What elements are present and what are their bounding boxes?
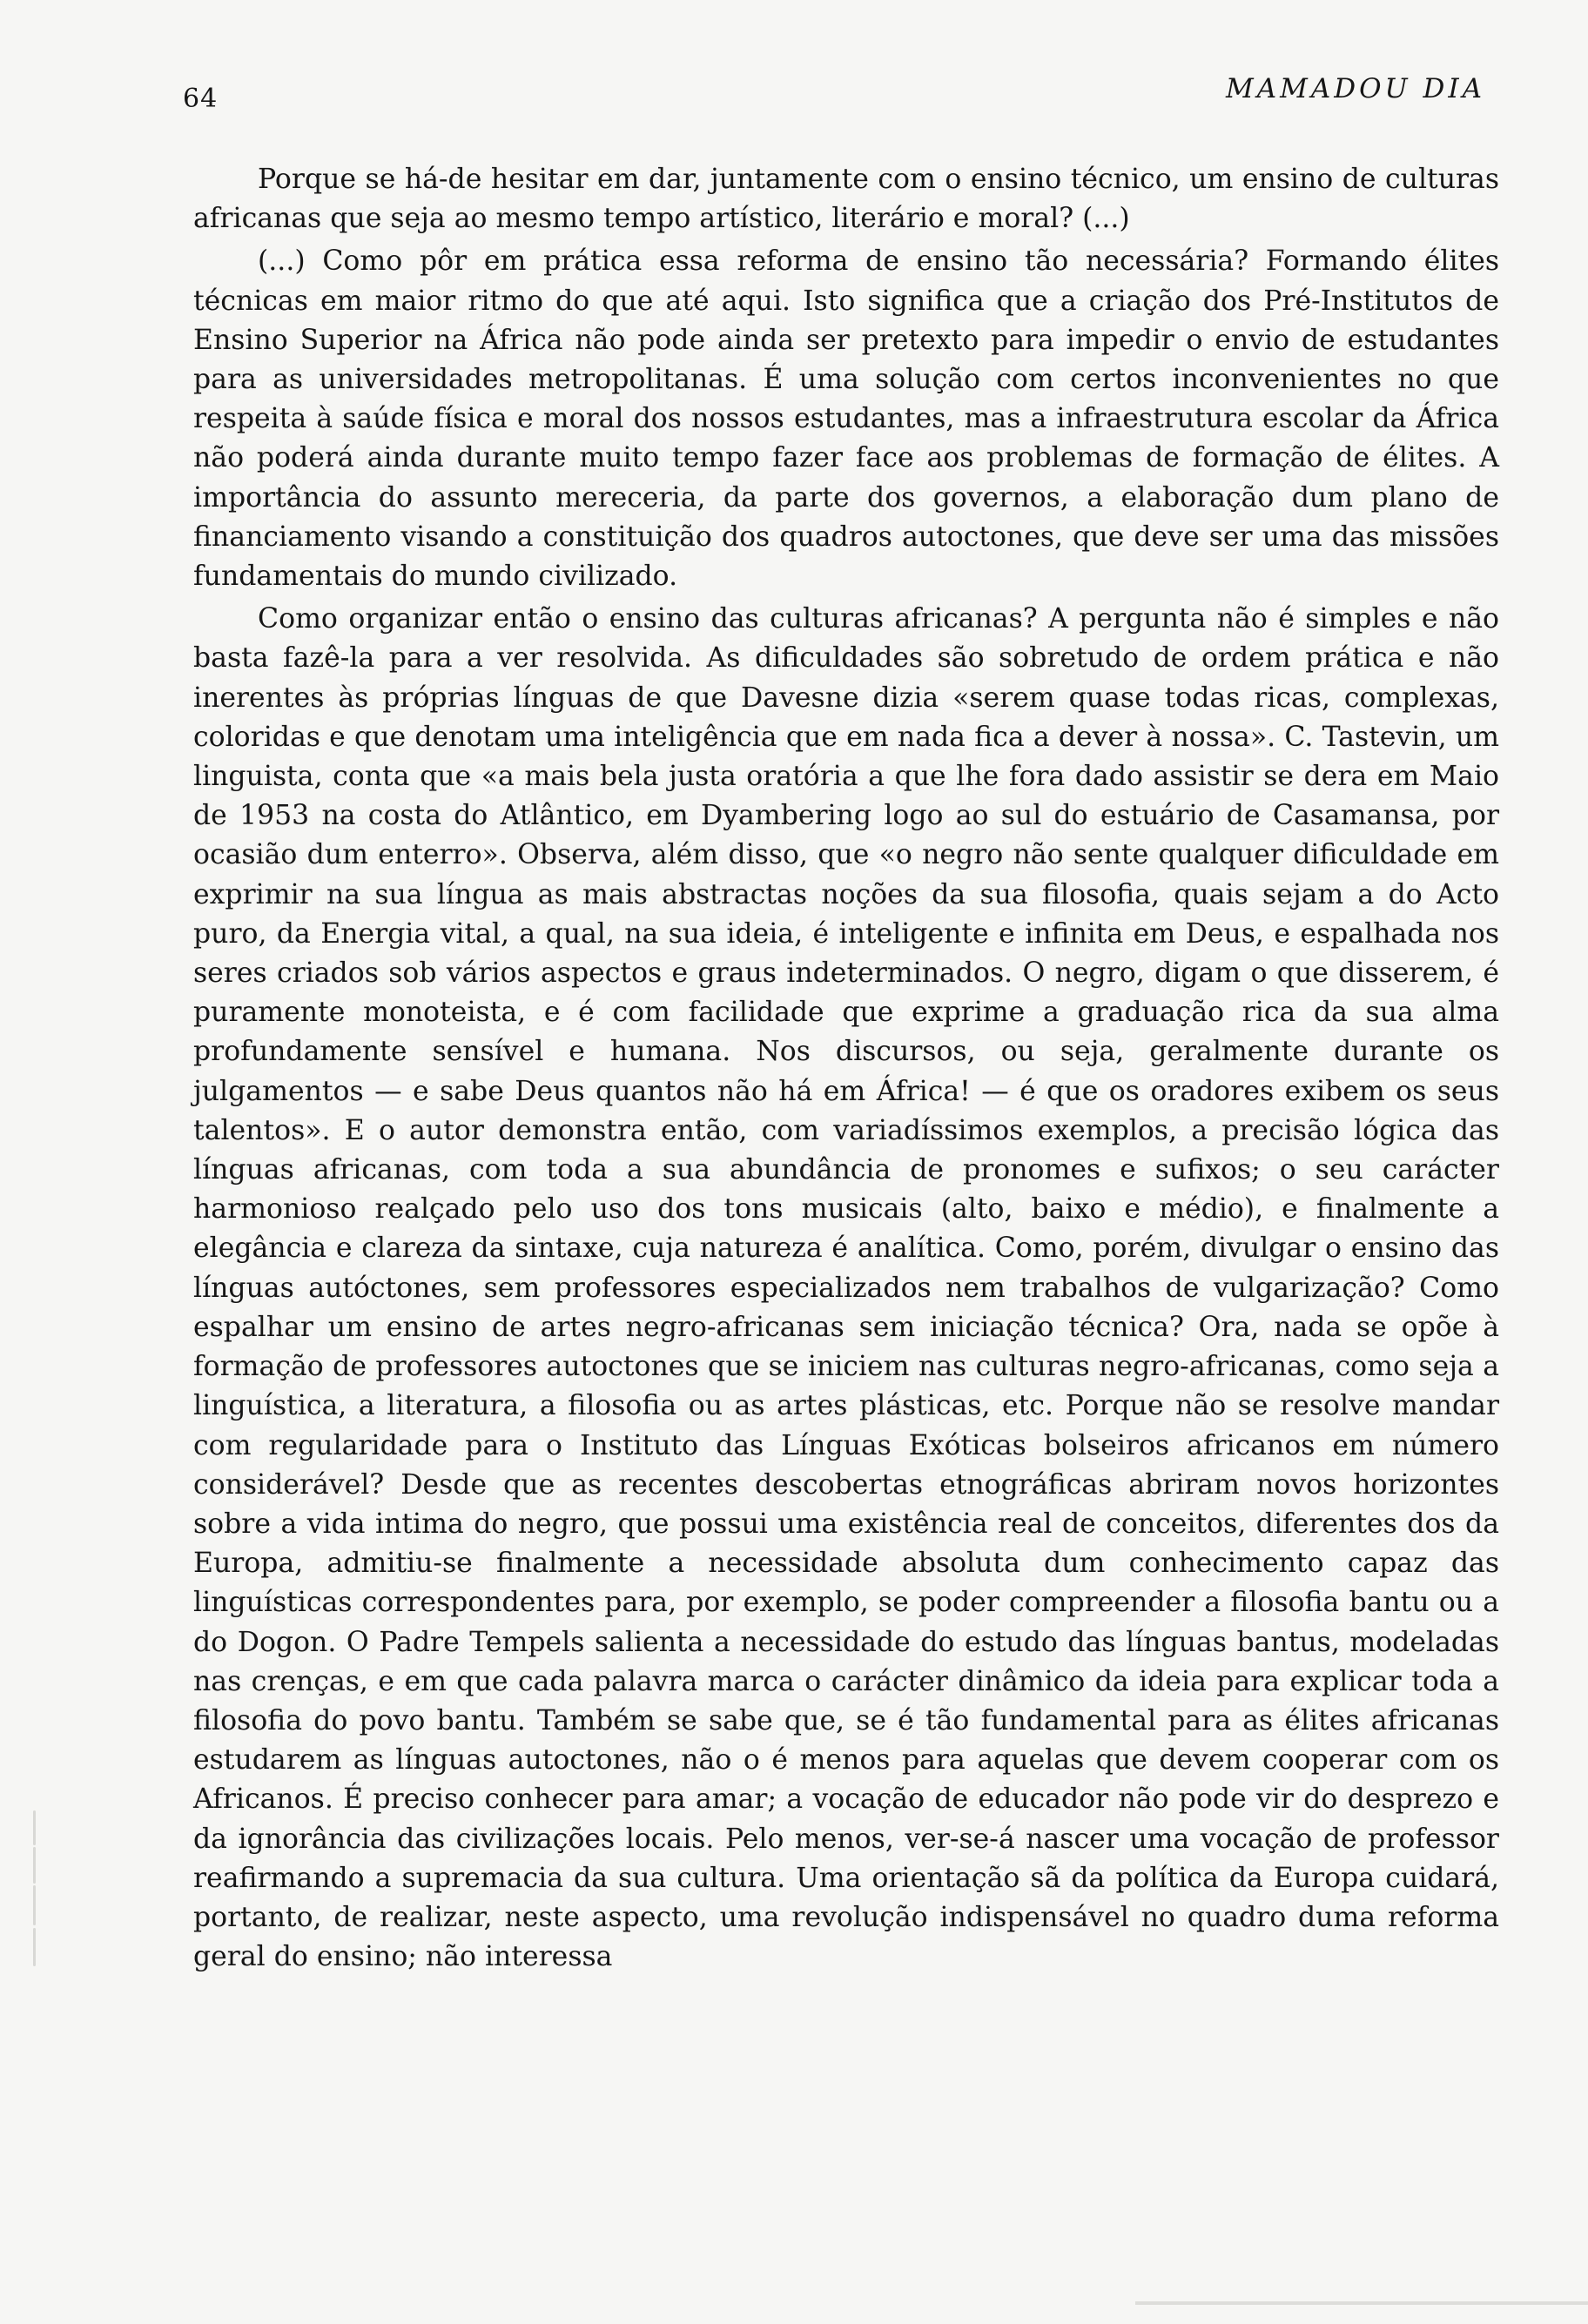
paragraph-3: Como organizar então o ensino das culturas africanas? A pergunta não é simples e não basta fazê-la para a ver resolvida. As dificuldades são sobretudo de ordem prática e não inerentes às próprias línguas de que Davesne dizia «serem quase todas ricas, complexas, coloridas e que denotam uma inteligência que em nada fica a dever à nossa». C. Tastevin, um linguista, conta que «a mais bela justa oratória a que lhe fora dado assistir se dera em Maio de 1953 na costa do Atlântico, em Dyambering logo ao sul do estuário de Casamansa, por ocasião dum enterro». Observa, além disso, que «o negro não sente qualquer dificuldade em exprimir na sua língua as mais abstractas noções da sua filosofia, quais sejam a do Acto puro, da Energia vital, a qual, na sua ideia, é inteligente e infinita em Deus, e espalhada nos seres criados sob vários aspectos e graus indeterminados. O negro, digam o que disserem, é puramente monoteista, e é com facilidade que exprime a graduação rica da sua alma profundamente sensível e humana. Nos discursos, ou seja, geralmente durante os julgamentos — e sabe Deus quantos não há em África! — é que os oradores exibem os seus talentos». E o autor demonstra então, com variadíssimos exemplos, a precisão lógica das línguas africanas, com toda a sua abundância de pronomes e sufixos; o seu carácter harmonioso realçado pelo uso dos tons musicais (alto, baixo e médio), e finalmente a elegância e clareza da sintaxe, cuja natureza é analítica. Como, porém, divulgar o ensino das línguas autóctones, sem professores especializados nem trabalhos de vulgarização? Como espalhar um ensino de artes negro-africanas sem iniciação técnica? Ora, nada se opõe à formação de professores autoctones que se iniciem nas culturas negro-africanas, como seja a linguística, a literatura, a filosofia ou as artes plásticas, etc. Porque não se resolve mandar com regularidade para o Instituto das Línguas Exóticas bolseiros africanos em número considerável? Desde que as recentes descobertas etnográficas abriram novos horizontes sobre a vida intima do negro, que possui uma existência real de conceitos, diferentes dos da Europa, admitiu-se finalmente a necessidade absoluta dum conhecimento capaz das linguísticas correspondentes para, por exemplo, se poder compreender a filosofia bantu ou a do Dogon. O Padre Tempels salienta a necessidade do estudo das línguas bantus, modeladas nas crenças, e em que cada palavra marca o carácter dinâmico da ideia para explicar toda a filosofia do povo bantu. Também se sabe que, se é tão fundamental para as élites africanas estudarem as línguas autoctones, não o é menos para aquelas que devem cooperar com os Africanos. É preciso conhecer para amar; a vocação de educador não pode vir do desprezo e da ignorância das civilizações locais. Pelo menos, ver-se-á nascer uma vocação de professor reafirmando a supremacia da sua cultura. Uma orientação sã da política da Europa cuidará, portanto, de realizar, neste aspecto, uma revolução indispensável no quadro duma reforma geral do ensino; não interessa: [193, 603, 1499, 1973]
body-text: [193, 160, 1499, 1977]
margin-scan-mark: [33, 1885, 36, 1925]
running-head: [183, 73, 1485, 117]
paragraph-2: (...) Como pôr em prática essa reforma de ensino tão necessária? Formando élites técnicas em maior ritmo do que até aqui. Isto significa que a criação dos Pré-Institutos de Ensino Superior na África não pode ainda ser pretexto para impedir o envio de estudantes para as universidades metropolitanas. É uma solução com certos inconvenientes no que respeita à saúde física e moral dos nossos estudantes, mas a infraestrutura escolar da África não poderá ainda durante muito tempo fazer face aos problemas de formação de élites. A importância do assunto mereceria, da parte dos governos, a elaboração dum plano de financiamento visando a constituição dos quadros autoctones, que deve ser uma das missões fundamentais do mundo civilizado.: [193, 245, 1499, 593]
margin-scan-mark: [33, 1810, 36, 1845]
running-title: MAMADOU DIA: [1226, 73, 1485, 104]
margin-scan-mark: [33, 1847, 36, 1884]
bottom-scan-artifact: [1135, 2301, 1588, 2305]
page-number: 64: [183, 84, 219, 114]
margin-scan-mark: [33, 1928, 36, 1966]
paragraph-1: Porque se há-de hesitar em dar, juntamente com o ensino técnico, um ensino de culturas africanas que seja ao mesmo tempo artístico, literário e moral? (...): [193, 164, 1499, 235]
